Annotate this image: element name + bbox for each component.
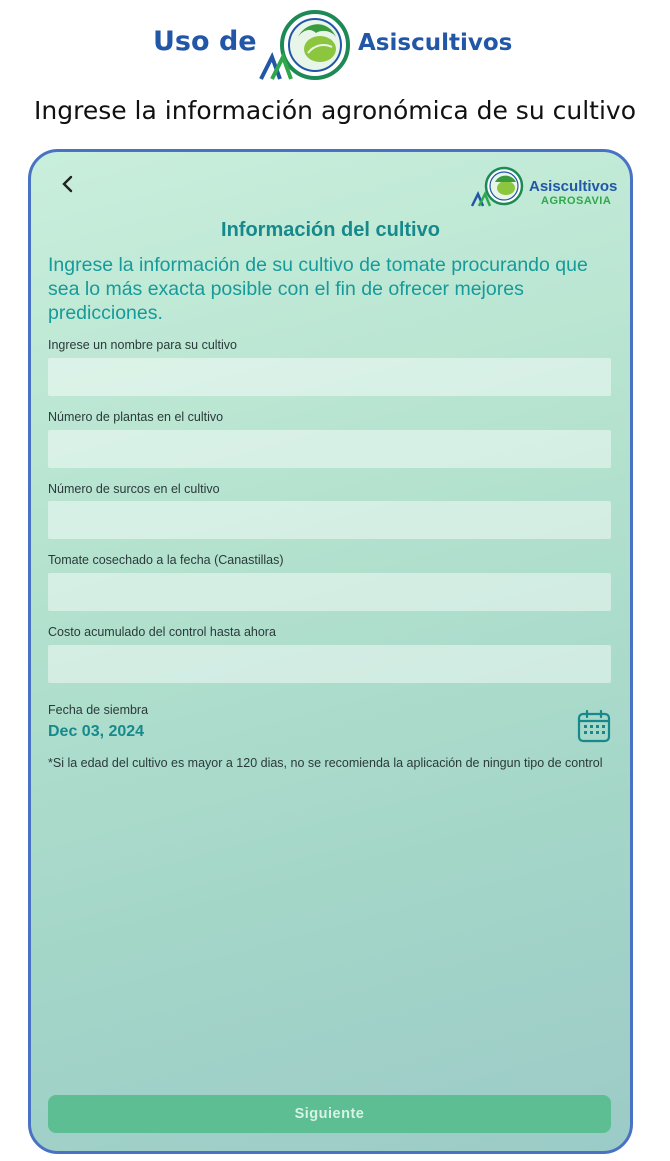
- plants-label: Número de plantas en el cultivo: [48, 410, 224, 424]
- furrows-label: Número de surcos en el cultivo: [48, 482, 220, 496]
- next-button[interactable]: Siguiente: [48, 1095, 611, 1133]
- intro-text: Ingrese la información de su cultivo de tomate procurando que sea lo más exacta posible con el fin de ofrecer mejores predicciones.: [48, 254, 588, 324]
- app-logo-name: Asiscultivos: [529, 178, 618, 195]
- asiscultivos-logo-icon: [258, 7, 354, 83]
- age-warning-note: *Si la edad del cultivo es mayor a 120 dias, no se recomienda la aplicación de ningun tipo de control: [48, 756, 603, 770]
- calendar-icon[interactable]: [577, 709, 611, 743]
- header-brand: Asiscultivos: [358, 30, 513, 56]
- cost-input[interactable]: [48, 645, 611, 683]
- harvested-input[interactable]: [48, 573, 611, 611]
- page-title: Información del cultivo: [221, 219, 440, 241]
- app-logo: [471, 164, 621, 210]
- chevron-left-icon: [56, 172, 80, 196]
- crop-name-label: Ingrese un nombre para su cultivo: [48, 338, 237, 352]
- cost-label: Costo acumulado del control hasta ahora: [48, 625, 276, 639]
- page-caption: Ingrese la información agronómica de su cultivo: [34, 96, 636, 125]
- asiscultivos-small-logo-icon: [471, 166, 527, 208]
- phone-frame: [28, 149, 633, 1154]
- crop-name-input[interactable]: [48, 358, 611, 396]
- plants-input[interactable]: [48, 430, 611, 468]
- top-header: [0, 0, 670, 125]
- header-uso-de: Uso de: [153, 26, 257, 57]
- app-logo-subtitle: AGROSAVIA: [541, 195, 612, 207]
- harvested-label: Tomate cosechado a la fecha (Canastillas): [48, 553, 284, 567]
- furrows-input[interactable]: [48, 501, 611, 539]
- sowing-date-value[interactable]: Dec 03, 2024: [48, 723, 145, 740]
- back-button[interactable]: [56, 172, 80, 196]
- sowing-date-label: Fecha de siembra: [48, 703, 149, 717]
